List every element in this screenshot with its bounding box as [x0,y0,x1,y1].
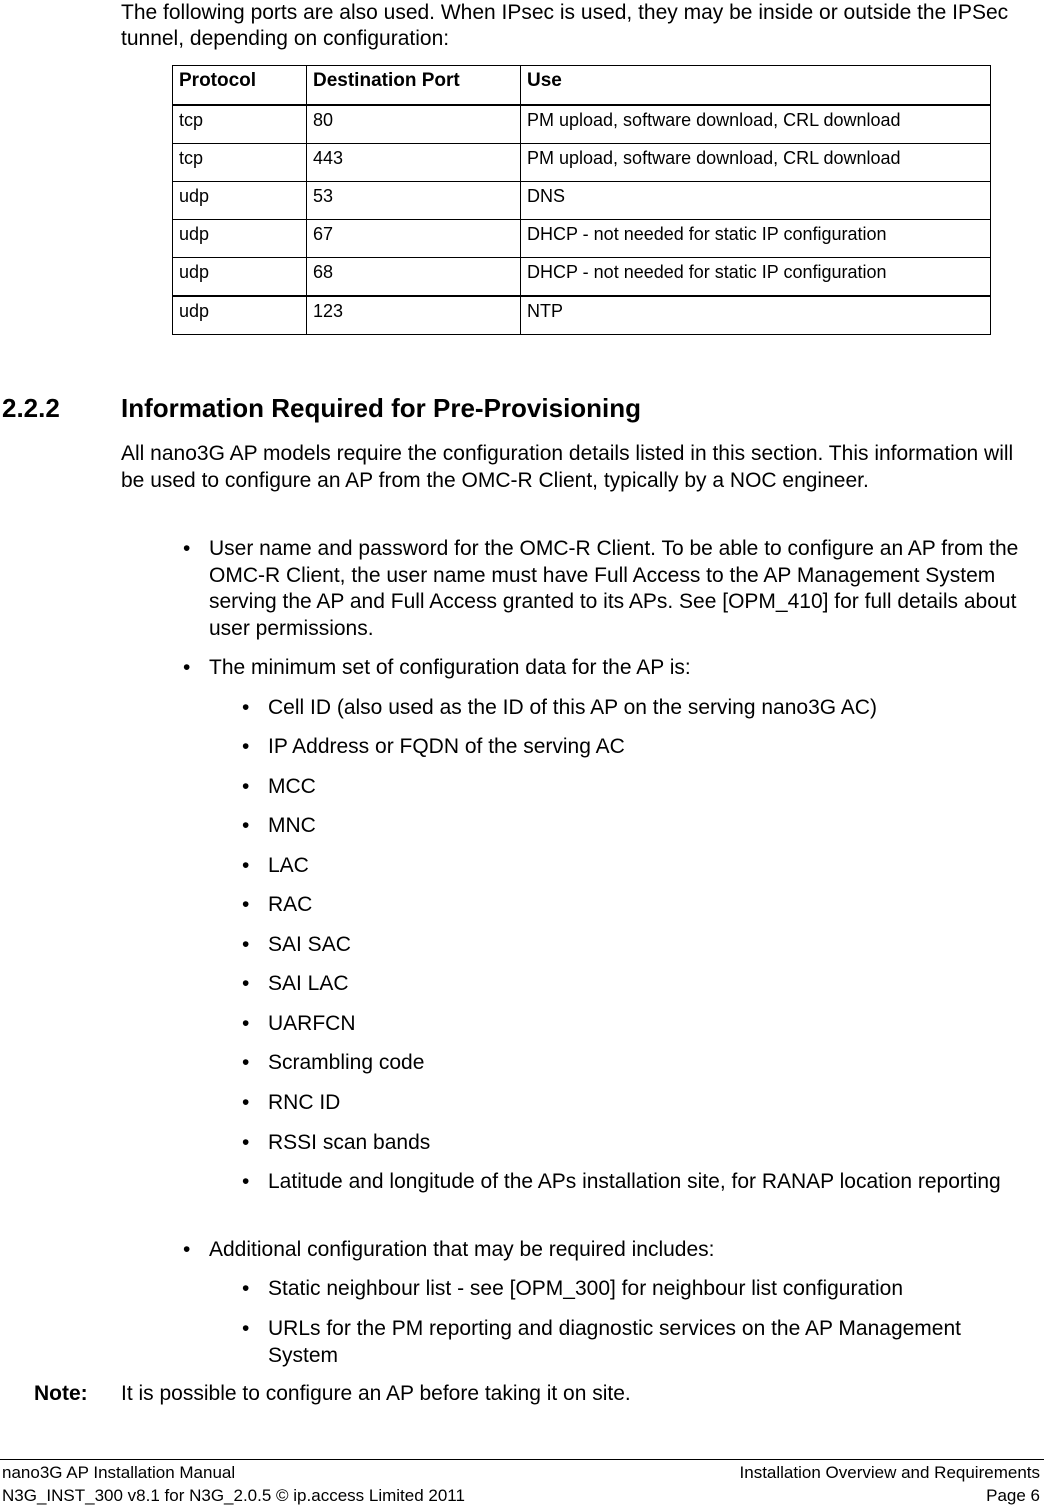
list-item-text: The minimum set of configuration data for the AP is: [209,656,691,679]
list-item [242,853,1030,880]
list-item [242,892,1030,919]
list-item-additional-config [183,1237,1021,1264]
list-item [242,695,1030,722]
intro-paragraph: The following ports are also used. When IPsec is used, they may be inside or outside the IPSec tunnel, depending on configuration: [121,1,1009,50]
section-paragraph: All nano3G AP models require the configuration details listed in this section. This information will be used to configure an AP from the OMC-R Client, typically by a NOC engineer. [121,442,1014,492]
list-item [242,1276,1030,1303]
list-item-user-credentials [183,536,1021,642]
list-item [242,774,1030,801]
table-row [173,220,991,258]
bullet-marker: • [242,1012,250,1035]
cell-protocol: tcp [173,144,307,182]
cell-port: 80 [307,105,521,144]
cell-use: DNS [521,182,991,220]
ports-table [172,65,991,335]
bullet-marker: • [183,537,191,560]
column-header-destination-port: Destination Port [307,66,521,106]
list-item [242,1130,1030,1157]
footer-page-number: Page 6 [986,1486,1040,1505]
cell-port: 67 [307,220,521,258]
list-item-text: Cell ID (also used as the ID of this AP on the serving nano3G AC) [268,696,877,719]
list-item-text: RSSI scan bands [268,1131,431,1154]
list-item-text: UARFCN [268,1012,356,1035]
list-item [242,813,1030,840]
list-item-text: RAC [268,893,313,916]
list-item [242,734,1030,761]
footer-divider [0,1459,1044,1460]
bullet-marker: • [242,1091,250,1114]
cell-use: PM upload, software download, CRL download [521,105,991,144]
cell-use: DHCP - not needed for static IP configuration [521,220,991,258]
list-item-text: MCC [268,775,316,798]
bullet-marker: • [242,1051,250,1074]
table-row [173,258,991,297]
cell-protocol: udp [173,258,307,297]
list-item-text: SAI SAC [268,933,351,956]
list-item-text: RNC ID [268,1091,341,1114]
cell-port: 443 [307,144,521,182]
cell-port: 53 [307,182,521,220]
list-item [242,1050,1030,1077]
bullet-marker: • [183,656,191,679]
table-row [173,105,991,144]
list-item-text: IP Address or FQDN of the serving AC [268,735,625,758]
cell-port: 123 [307,296,521,335]
list-item [242,1011,1030,1038]
note-text: It is possible to configure an AP before taking it on site. [121,1382,631,1405]
bullet-marker: • [242,1317,250,1340]
list-item-minimum-config [183,655,1021,682]
list-item-text: Static neighbour list - see [OPM_300] for neighbour list configuration [268,1277,904,1300]
bullet-marker: • [183,1238,191,1261]
bullet-marker: • [242,893,250,916]
bullet-marker: • [242,696,250,719]
cell-use: NTP [521,296,991,335]
list-item-text: URLs for the PM reporting and diagnostic services on the AP Management System [268,1317,961,1367]
list-item-text: Latitude and longitude of the APs installation site, for RANAP location reporting [268,1170,1001,1193]
cell-use: PM upload, software download, CRL download [521,144,991,182]
cell-protocol: udp [173,182,307,220]
column-header-use: Use [521,66,991,106]
list-item-text: Additional configuration that may be required includes: [209,1238,715,1261]
list-item [242,1316,1030,1369]
bullet-marker: • [242,1277,250,1300]
list-item [242,1169,1030,1196]
cell-use: DHCP - not needed for static IP configuration [521,258,991,297]
bullet-marker: • [242,1131,250,1154]
table-row [173,296,991,335]
table-header-row [173,66,991,106]
column-header-protocol: Protocol [173,66,307,106]
cell-protocol: tcp [173,105,307,144]
section-number: 2.2.2 [2,393,60,423]
bullet-marker: • [242,814,250,837]
footer-chapter-title: Installation Overview and Requirements [739,1463,1040,1482]
footer-manual-title: nano3G AP Installation Manual [2,1463,236,1482]
footer-document-id: N3G_INST_300 v8.1 for N3G_2.0.5 © ip.access Limited 2011 [2,1486,465,1505]
note-label: Note: [34,1382,88,1405]
section-title: Information Required for Pre-Provisioning [121,393,642,423]
bullet-marker: • [242,775,250,798]
list-item [242,932,1030,959]
bullet-marker: • [242,1170,250,1193]
bullet-marker: • [242,972,250,995]
bullet-marker: • [242,735,250,758]
table-row [173,144,991,182]
cell-port: 68 [307,258,521,297]
cell-protocol: udp [173,220,307,258]
list-item-text: MNC [268,814,316,837]
list-item-text: Scrambling code [268,1051,425,1074]
cell-protocol: udp [173,296,307,335]
list-item [242,1090,1030,1117]
list-item-text: User name and password for the OMC-R Client. To be able to configure an AP from the OMC-R Client, the user name must have Full Access to the AP Management System serving the AP and Full Access granted to its APs. See [OPM_410] for full details about user permissions. [209,537,1019,640]
list-item-text: LAC [268,854,309,877]
list-item [242,971,1030,998]
table-row [173,182,991,220]
list-item-text: SAI LAC [268,972,349,995]
bullet-marker: • [242,933,250,956]
bullet-marker: • [242,854,250,877]
